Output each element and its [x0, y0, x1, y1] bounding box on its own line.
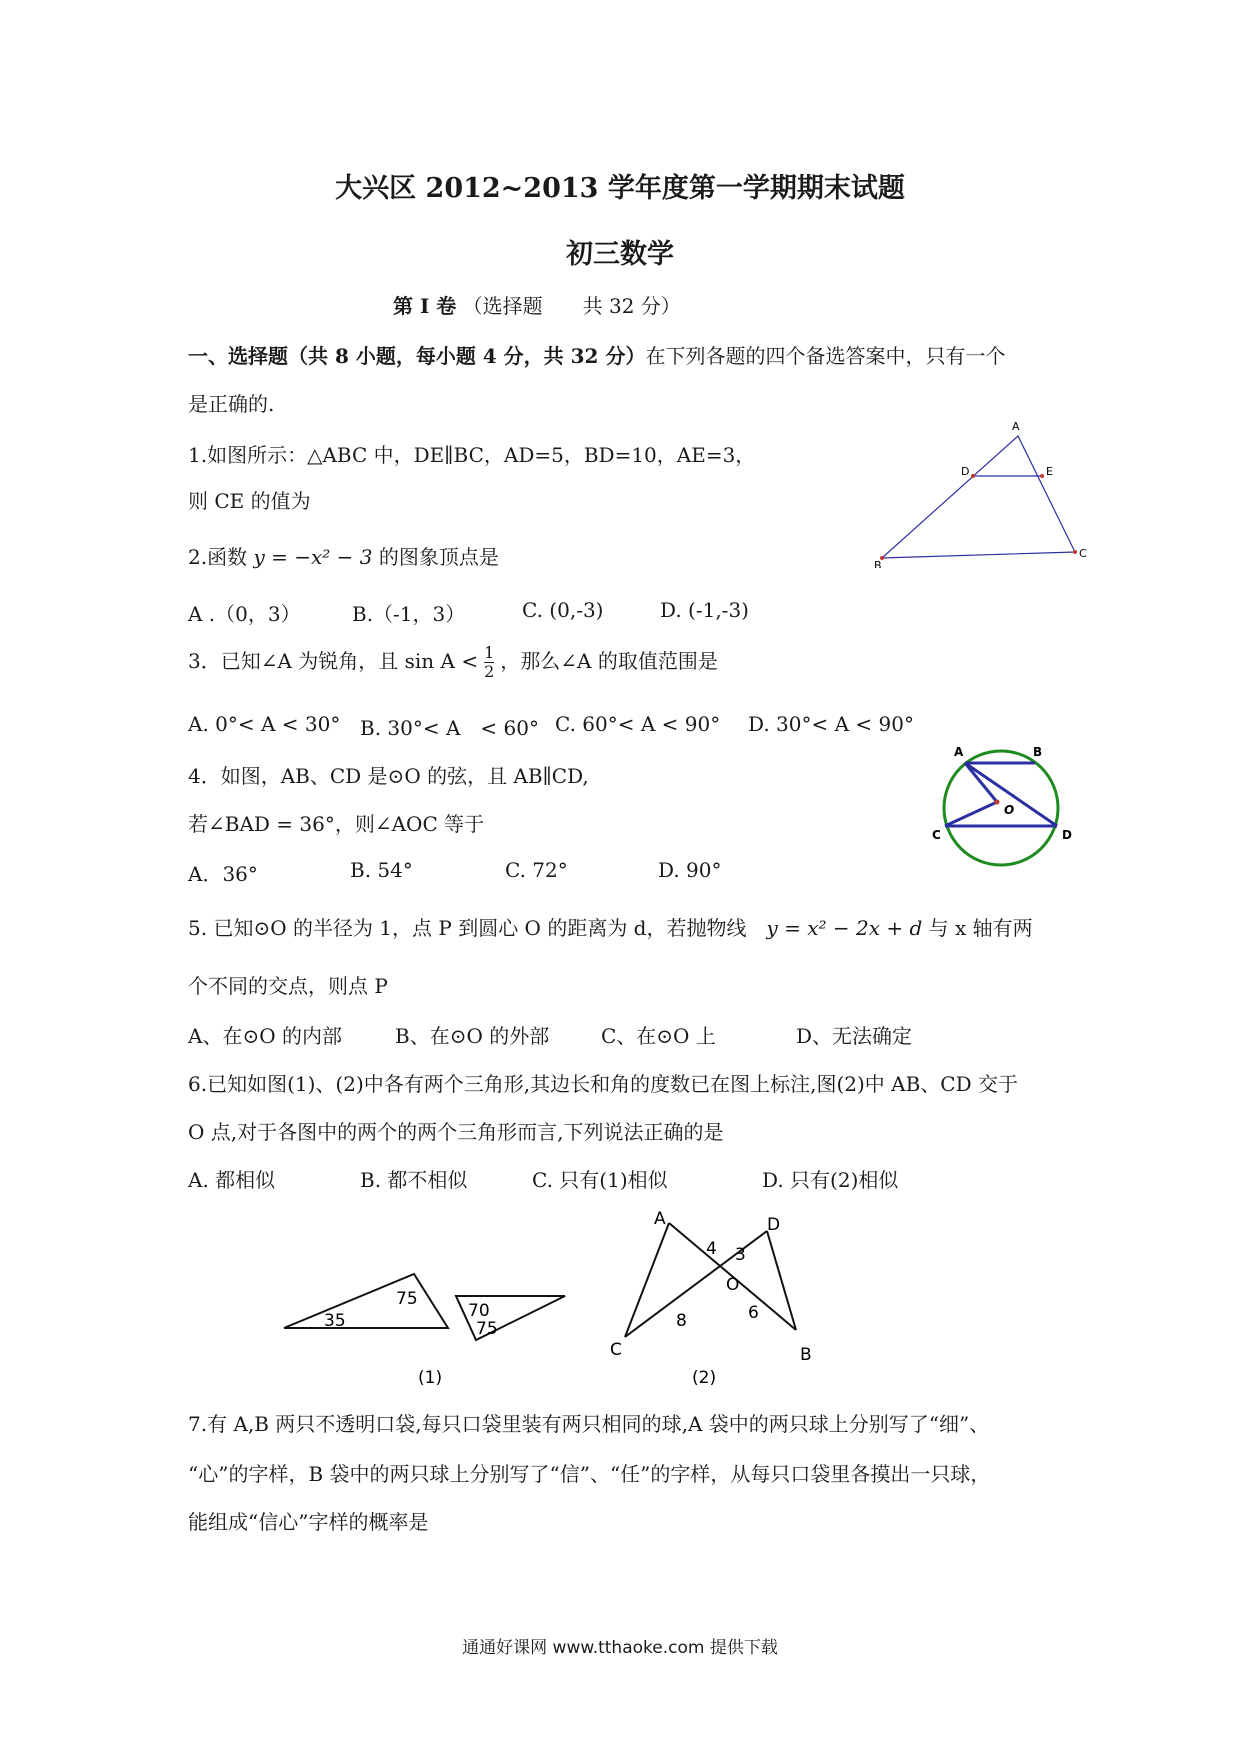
q2-stem	[188, 541, 499, 570]
volume-label: 第 I 卷	[393, 294, 457, 318]
figure-triangles	[280, 1210, 840, 1396]
center-o	[995, 800, 1000, 805]
triangle-abc	[882, 436, 1075, 558]
circle-o	[944, 751, 1058, 865]
q4-option-a: A．36°	[188, 862, 258, 886]
q4-option-b: B. 54°	[350, 858, 413, 882]
label-d: D	[1062, 828, 1072, 842]
q6-option-b: B. 都不相似	[360, 1168, 468, 1192]
side-4: 4	[706, 1239, 717, 1259]
q3-den: 2	[484, 662, 495, 681]
label-a: A	[1012, 420, 1020, 433]
angle-70: 70	[468, 1301, 490, 1321]
q3-stem	[188, 644, 718, 681]
q2-formula: y = −x² − 3	[253, 545, 373, 569]
q6-line1: 6.已知如图(1)、(2)中各有两个三角形,其边长和角的度数已在图上标注,图(2)中 AB、CD 交于	[188, 1072, 1018, 1096]
q5-pre: 5. 已知⊙O 的半径为 1，点 P 到圆心 O 的距离为 d，若抛物线	[188, 916, 747, 940]
q6-option-d: D. 只有(2)相似	[762, 1168, 899, 1192]
label-c: C	[610, 1340, 622, 1360]
label-o: O	[726, 1275, 740, 1295]
q4-option-d: D. 90°	[658, 858, 722, 882]
q5-post: 与 x 轴有两	[928, 916, 1033, 940]
q4-line2: 若∠BAD = 36°，则∠AOC 等于	[188, 812, 485, 836]
point-c	[1073, 550, 1077, 554]
label-o: O	[1004, 803, 1015, 817]
label-d: D	[767, 1215, 781, 1235]
label-d: D	[961, 465, 970, 478]
q7-line1: 7.有 A,B 两只不透明口袋,每只口袋里装有两只相同的球,A 袋中的两只球上分别写了“细”、	[188, 1412, 990, 1436]
segment-db	[767, 1231, 796, 1330]
q3-fraction	[484, 644, 494, 681]
q6-option-a: A. 都相似	[188, 1168, 276, 1192]
volume-note: （选择题 共 32 分）	[462, 294, 681, 318]
q2-pre: 2.函数	[188, 545, 248, 569]
segment-co	[945, 802, 997, 826]
q6-line2: O 点,对于各图中的两个的两个三角形而言,下列说法正确的是	[188, 1120, 724, 1144]
label-b: B	[800, 1345, 812, 1365]
figure-triangle-abc	[870, 418, 1090, 568]
q2-option-a: A .（0，3）	[188, 602, 301, 626]
q5-line2: 个不同的交点，则点 P	[188, 974, 388, 998]
q5-option-a: A、在⊙O 的内部	[188, 1024, 342, 1048]
angle-75-left: 75	[396, 1289, 418, 1309]
label-b: B	[874, 559, 882, 568]
caption-2: (2)	[692, 1368, 717, 1388]
q5-option-d: D、无法确定	[796, 1024, 913, 1048]
label-a: A	[654, 1210, 666, 1229]
side-6: 6	[748, 1303, 759, 1323]
q1-line1: 1.如图所示：△ABC 中，DE∥BC，AD=5，BD=10，AE=3，	[188, 443, 756, 467]
section1-rest2: 是正确的.	[188, 392, 275, 416]
angle-35: 35	[324, 1311, 346, 1331]
page-title: 大兴区 2012~2013 学年度第一学期期末试题	[335, 173, 905, 204]
q7-line3: 能组成“信心”字样的概率是	[188, 1510, 429, 1534]
point-e	[1040, 474, 1044, 478]
q4-line1: 4．如图，AB、CD 是⊙O 的弦，且 AB∥CD,	[188, 764, 589, 788]
label-c: C	[1079, 547, 1087, 560]
side-8: 8	[676, 1311, 687, 1331]
label-b: B	[1033, 745, 1043, 759]
q3-pre: 3．已知∠A 为锐角，且 sin A <	[188, 649, 479, 673]
q4-option-c: C. 72°	[505, 858, 568, 882]
volume-heading	[393, 290, 681, 319]
q5-option-c: C、在⊙O 上	[601, 1024, 716, 1048]
figure-circle-o	[930, 738, 1080, 878]
q6-option-c: C. 只有(1)相似	[532, 1168, 668, 1192]
section1-rest: 在下列各题的四个备选答案中，只有一个	[645, 344, 1006, 368]
q2-option-d: D. (-1,-3)	[660, 598, 749, 622]
label-e: E	[1046, 465, 1053, 478]
q3-option-c: C. 60°< A < 90°	[555, 712, 721, 736]
angle-75-right: 75	[476, 1319, 498, 1339]
section1-heading	[188, 340, 1005, 369]
label-c: C	[932, 828, 941, 842]
q3-num: 1	[484, 643, 495, 662]
q2-post: 的图象顶点是	[378, 545, 499, 569]
page-footer: 通通好课网 www.tthaoke.com 提供下载	[462, 1638, 778, 1658]
triangle-1a	[284, 1274, 448, 1328]
q3-post: ，那么∠A 的取值范围是	[500, 649, 718, 673]
q3-option-b: B. 30°< A < 60°	[360, 716, 539, 740]
caption-1: (1)	[418, 1368, 443, 1388]
page-subtitle: 初三数学	[566, 239, 674, 270]
q2-option-b: B.（-1，3）	[352, 602, 466, 626]
q3-option-d: D. 30°< A < 90°	[748, 712, 914, 736]
q1-line2: 则 CE 的值为	[188, 489, 311, 513]
label-a: A	[954, 745, 964, 759]
side-3: 3	[735, 1245, 746, 1265]
point-d	[971, 474, 975, 478]
q7-line2: “心”的字样，B 袋中的两只球上分别写了“信”、“任”的字样，从每只口袋里各摸出一只球，	[188, 1462, 991, 1486]
q5-option-b: B、在⊙O 的外部	[395, 1024, 550, 1048]
q3-option-a: A. 0°< A < 30°	[188, 712, 341, 736]
q5-stem	[188, 912, 1033, 941]
section1-head: 一、选择题（共 8 小题，每小题 4 分，共 32 分）	[188, 344, 646, 368]
q5-formula: y = x² − 2x + d	[766, 916, 923, 940]
q2-option-c: C. (0,-3)	[522, 598, 604, 622]
